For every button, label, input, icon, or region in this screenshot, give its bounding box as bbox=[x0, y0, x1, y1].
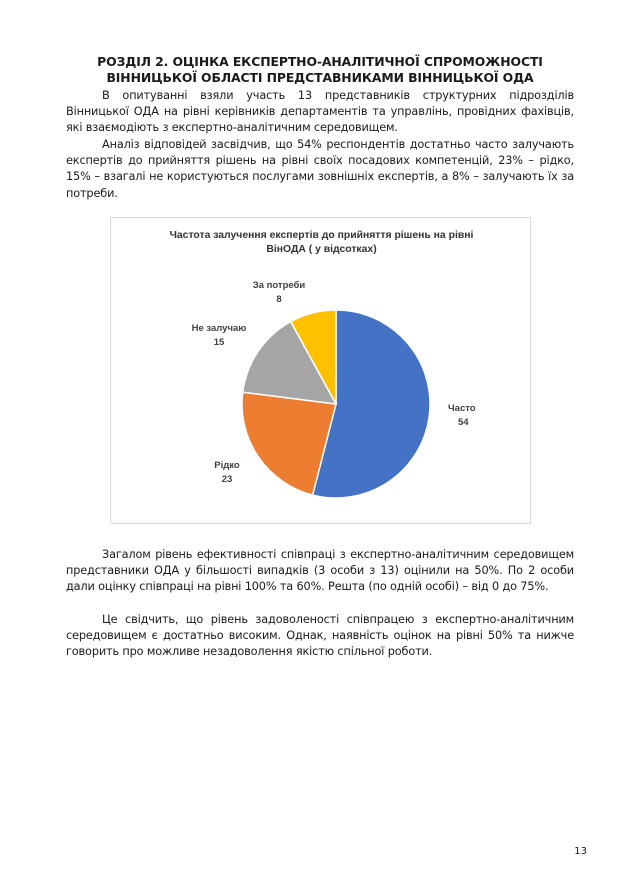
pie-slices bbox=[242, 310, 430, 498]
slice-label-4: За потреби bbox=[252, 280, 306, 291]
paragraph-satisfaction-conclusion: Це свідчить, що рівень задоволеності співпрацею з експертно-аналітичним середовищем є достатньо високим. Однак, наявність оцінок на рівні 50% та нижче говорить про можливе незадоволення якістю спільної роботи. bbox=[66, 613, 574, 659]
slice-value-4: 8 bbox=[276, 294, 282, 305]
paragraph-efficiency-level: Загалом рівень ефективності співпраці з експертно-аналітичним середовищем представники ОДА у більшості випадків (3 особи з 13) оцінили на 50%. По 2 особи дали оцінку співпраці на рівні 100% та 60%. Решта (по одній особі) – від 0 до 75%. bbox=[66, 548, 574, 594]
chart-title-line-1: Частота залучення експертів до прийняття рішень на рівні bbox=[169, 230, 474, 241]
pie-chart-container bbox=[110, 217, 531, 524]
slice-value-3: 15 bbox=[213, 337, 225, 348]
paragraph-analysis-results: Аналіз відповідей засвідчив, що 54% респондентів достатньо часто залучають експертів до прийняття рішень на рівні своїх посадових компетенцій, 23% – рідко, 15% – взагалі не користуються послугами зовнішніх експертів, а 8% – залучають їх за потреби. bbox=[66, 138, 574, 200]
slice-label-1: Часто bbox=[448, 403, 476, 414]
chart-title-line-2: ВінОДА ( у відсотках) bbox=[266, 244, 377, 255]
pie-chart bbox=[111, 218, 532, 525]
slice-label-3: Не залучаю bbox=[191, 323, 247, 334]
section-title-line-1: РОЗДІЛ 2. ОЦІНКА ЕКСПЕРТНО-АНАЛІТИЧНОЇ СПРОМОЖНОСТІ bbox=[97, 54, 543, 69]
page-number: 13 bbox=[574, 846, 587, 857]
section-title bbox=[66, 54, 574, 86]
slice-value-1: 54 bbox=[458, 417, 469, 428]
paragraph-survey-participants: В опитуванні взяли участь 13 представників структурних підрозділів Вінницької ОДА на рівні керівників департаментів та управлінь, провідних фахівців, які взаємодіють з експертно-аналітичним середовищем. bbox=[66, 89, 574, 135]
section-title-line-2: ВІННИЦЬКОЇ ОБЛАСТІ ПРЕДСТАВНИКАМИ ВІННИЦЬКОЇ ОДА bbox=[106, 70, 534, 85]
slice-label-2: Рідко bbox=[214, 460, 240, 471]
slice-value-2: 23 bbox=[221, 474, 233, 485]
